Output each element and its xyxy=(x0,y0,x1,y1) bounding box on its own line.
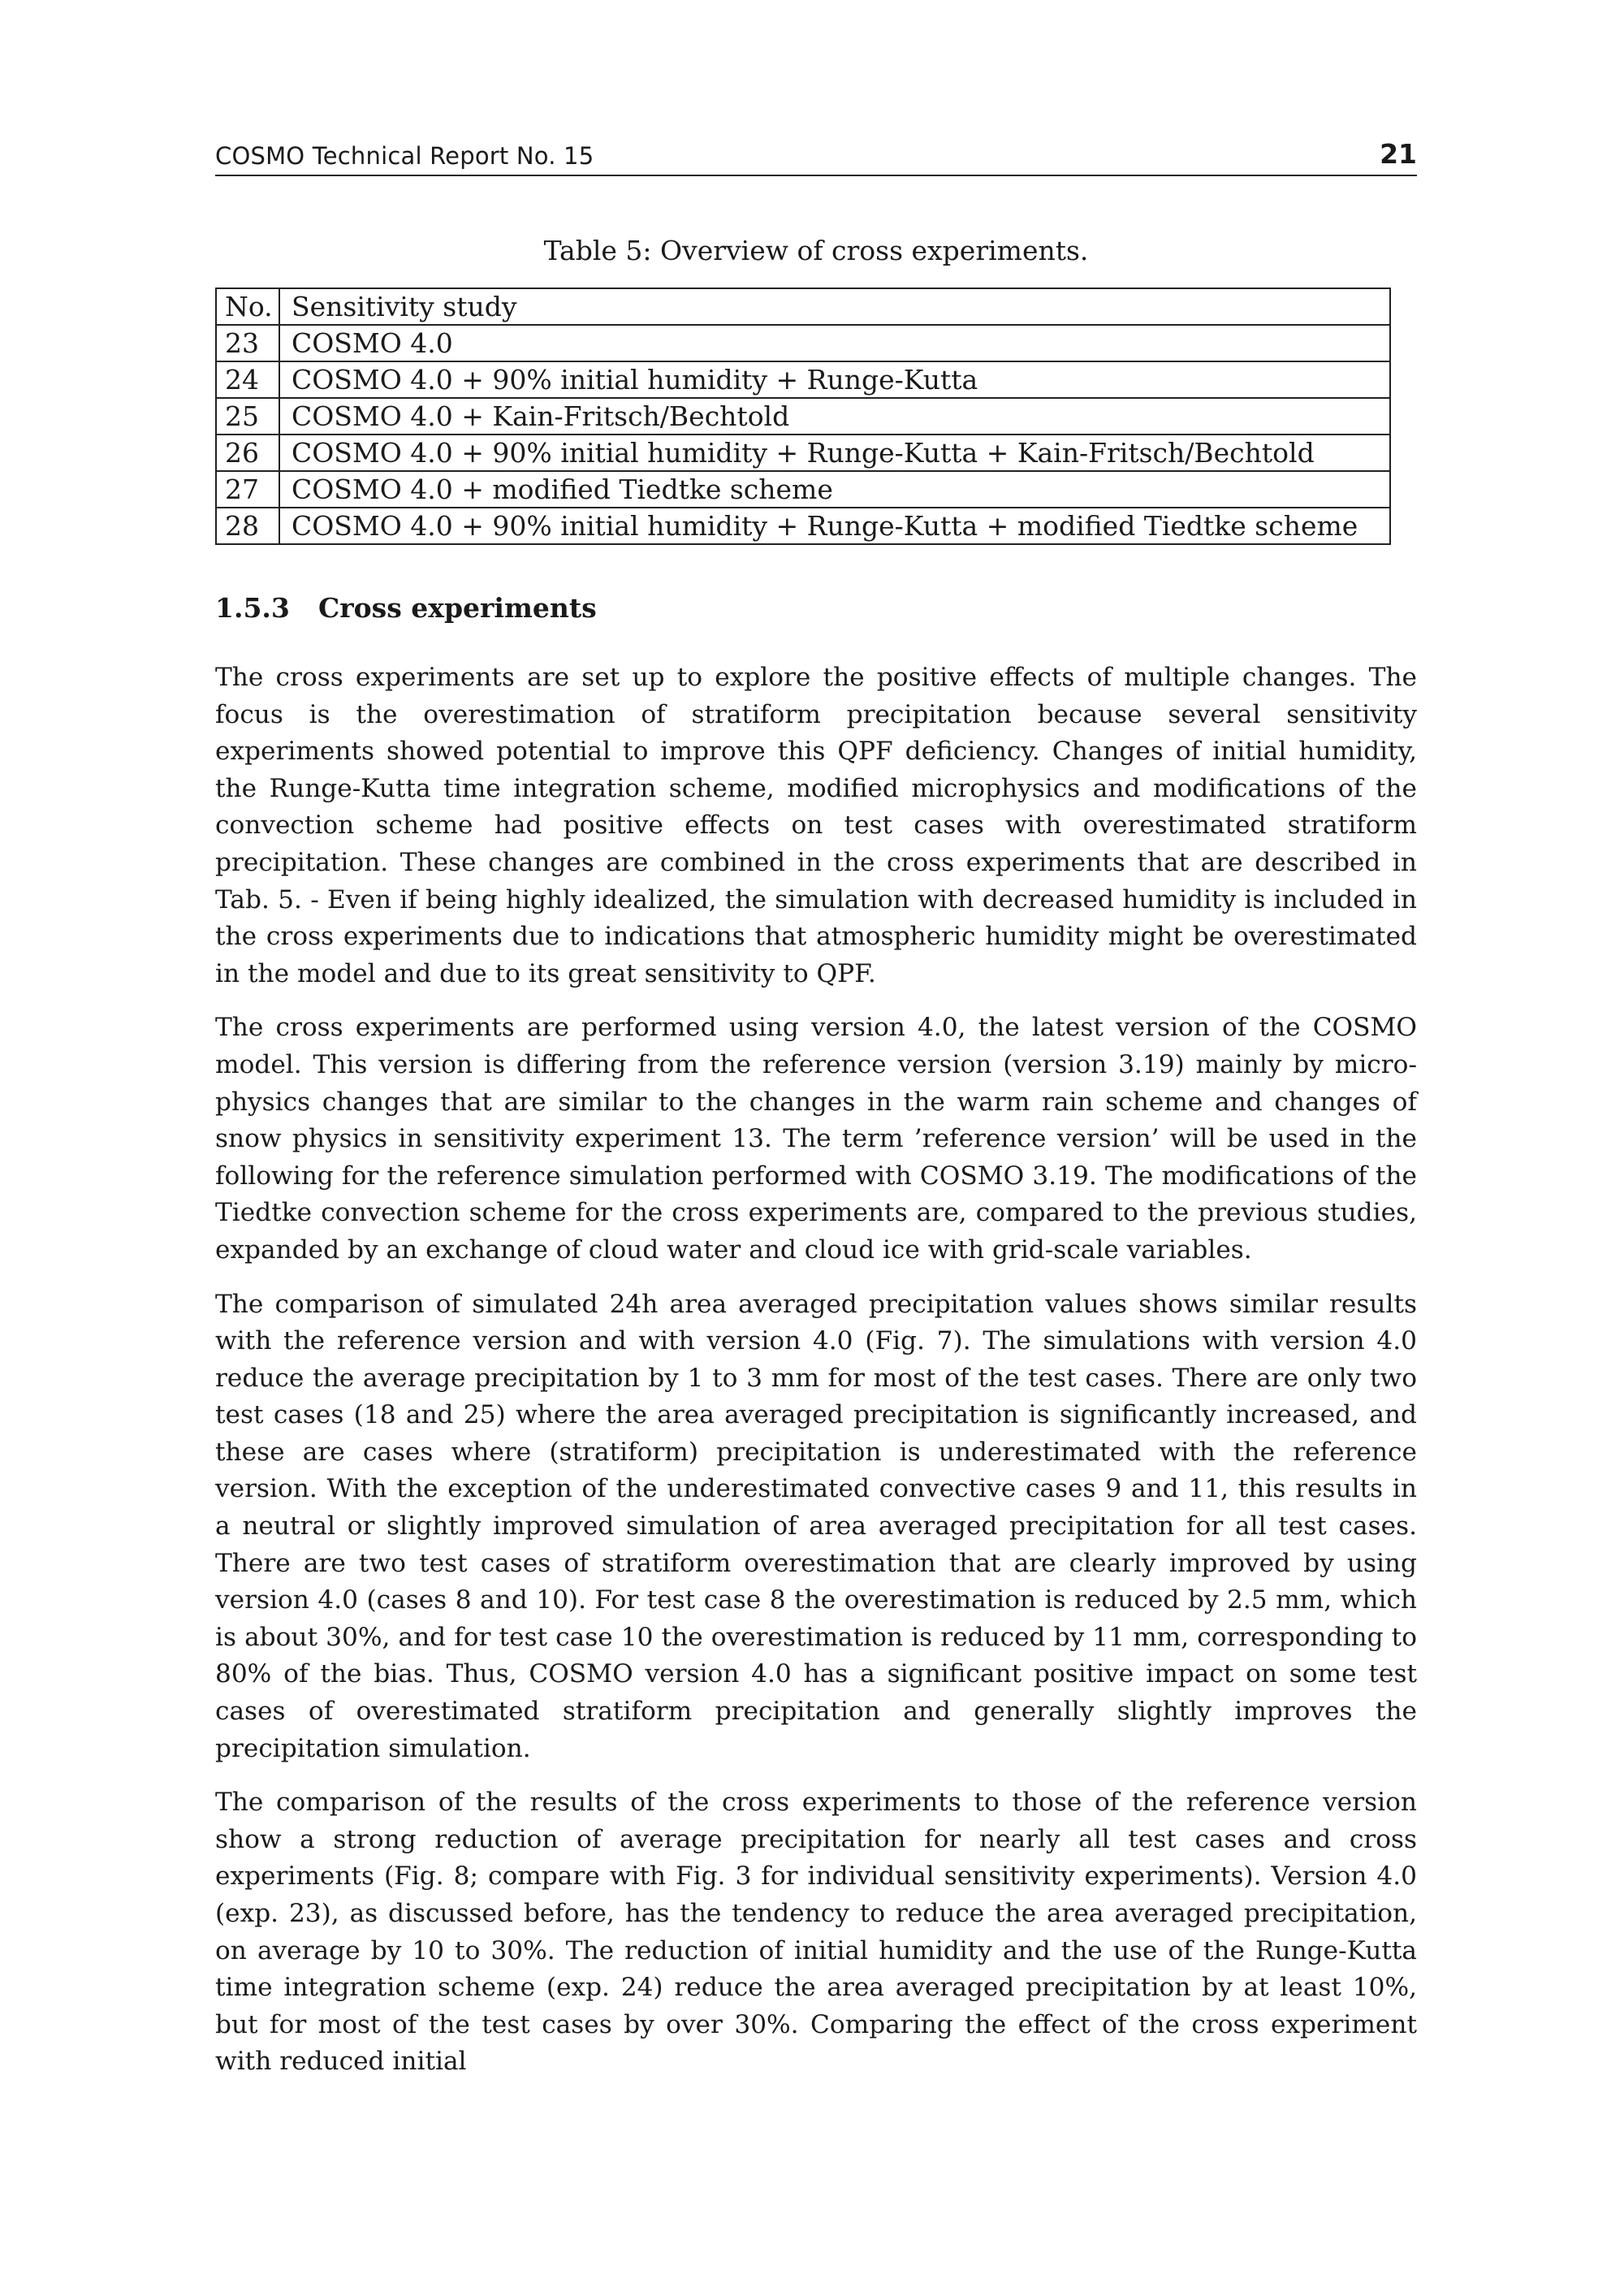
table-row xyxy=(216,325,1390,361)
table-header-row xyxy=(216,288,1390,325)
section-title: Cross experiments xyxy=(318,592,597,624)
section-heading xyxy=(215,592,1417,624)
column-header-no: No. xyxy=(216,288,279,325)
row-number: 26 xyxy=(216,435,279,471)
table-row xyxy=(216,508,1390,544)
table-row xyxy=(216,471,1390,508)
column-header-study: Sensitivity study xyxy=(279,288,1390,325)
paragraph: The comparison of the results of the cross experiments to those of the reference version show a strong reduction of average precipitation for nearly all test cases and cross experiments (Fig. 8; compare with Fig. 3 for individual sensitivity experiments). Version 4.0 (exp. 23), as discussed before, has the tendency to reduce the area averaged precipitation, on average by 10 to 30%. The reduction of initial humidity and the use of the Runge-Kutta time integration scheme (exp. 24) reduce the area averaged precipitation by at least 10%, but for most of the test cases by over 30%. Comparing the effect of the cross experiment with reduced initial xyxy=(215,1788,1417,2077)
row-study: COSMO 4.0 xyxy=(279,325,1390,361)
page-number: 21 xyxy=(1380,138,1417,170)
row-number: 23 xyxy=(216,325,279,361)
table-row xyxy=(216,361,1390,398)
row-study: COSMO 4.0 + 90% initial humidity + Runge-Kutta + modified Tiedtke scheme xyxy=(279,508,1390,544)
paragraph: The comparison of simulated 24h area averaged precipitation values shows similar results with the reference version and with version 4.0 (Fig. 7). The simulations with version 4.0 reduce the average precipitation by 1 to 3 mm for most of the test cases. There are only two test cases (18 and 25) where the area averaged precipitation is significantly increased, and these are cases where (stratiform) precipitation is underestimated with the reference version. With the exception of the underestimated convective cases 9 and 11, this results in a neutral or slightly improved simulation of area averaged precipitation for all test cases. There are two test cases of stratiform overestimation that are clearly improved by using version 4.0 (cases 8 and 10). For test case 8 the overestimation is reduced by 2.5 mm, which is about 30%, and for test case 10 the overestimation is reduced by 11 mm, corresponding to 80% of the bias. Thus, COSMO version 4.0 has a significant positive impact on some test cases of overestimated stratiform precipitation and generally slightly improves the precipitation simulation. xyxy=(215,1289,1417,1763)
paragraph: The cross experiments are performed using version 4.0, the latest version of the COSMO model. This version is differing from the reference version (version 3.19) mainly by microphysics changes that are similar to the changes in the warm rain scheme and changes of snow physics in sensitivity experiment 13. The term ’reference version’ will be used in the following for the reference simulation performed with COSMO 3.19. The modifications of the Tiedtke convection scheme for the cross experiments are, compared to the previous studies, expanded by an exchange of cloud water and cloud ice with grid-scale variables. xyxy=(215,1013,1417,1265)
row-study: COSMO 4.0 + 90% initial humidity + Runge-Kutta xyxy=(279,361,1390,398)
section-number: 1.5.3 xyxy=(215,592,290,624)
table-caption: Table 5: Overview of cross experiments. xyxy=(543,235,1089,266)
row-number: 25 xyxy=(216,398,279,435)
document-page xyxy=(215,138,1417,2098)
row-study: COSMO 4.0 + modified Tiedtke scheme xyxy=(279,471,1390,508)
row-number: 28 xyxy=(216,508,279,544)
row-number: 27 xyxy=(216,471,279,508)
table-row xyxy=(216,435,1390,471)
row-study: COSMO 4.0 + Kain-Fritsch/Bechtold xyxy=(279,398,1390,435)
table-row xyxy=(216,398,1390,435)
row-study: COSMO 4.0 + 90% initial humidity + Runge-Kutta + Kain-Fritsch/Bechtold xyxy=(279,435,1390,471)
row-number: 24 xyxy=(216,361,279,398)
running-header xyxy=(215,138,1417,176)
cross-experiments-table xyxy=(215,288,1391,545)
paragraph: The cross experiments are set up to explore the positive effects of multiple changes. The focus is the overestimation of stratiform precipitation because several sensitivity experiments showed potential to improve this QPF deficiency. Changes of initial humidity, the Runge-Kutta time integration scheme, modified microphysics and modifications of the convection scheme had positive effects on test cases with overestimated stratiform precipitation. These changes are combined in the cross experiments that are described in Tab. 5. - Even if being highly idealized, the simulation with decreased humidity is included in the cross experiments due to indications that atmospheric humidity might be overestimated in the model and due to its great sensitivity to QPF. xyxy=(215,663,1417,988)
report-title: COSMO Technical Report No. 15 xyxy=(215,142,594,170)
